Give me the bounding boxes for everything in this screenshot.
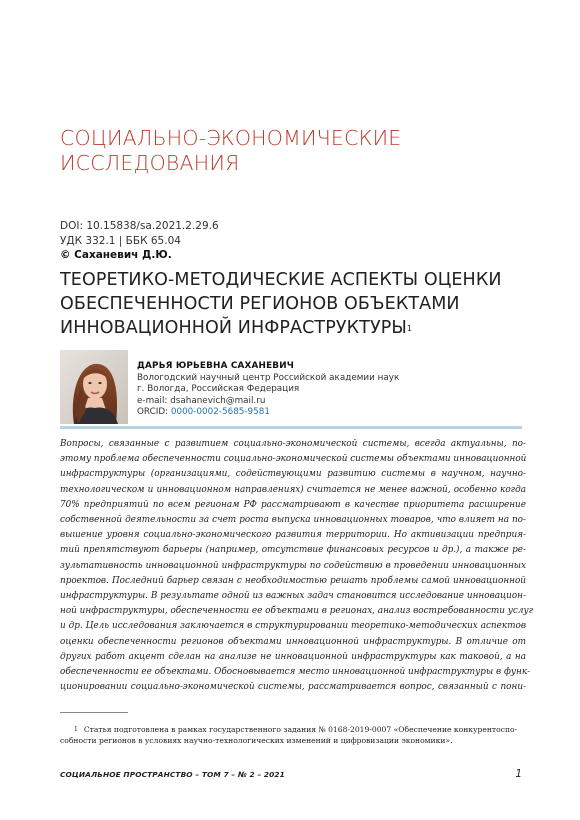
abstract-line: обеспеченности ее объектами. Обосновывается место инновационной инфраструктуры в функ- (60, 667, 531, 678)
footnote-reference[interactable]: 1 (406, 324, 413, 333)
abstract-line: этому проблема обеспеченности социально-экономической системы объектами инновационной (60, 454, 527, 465)
abstract-line: вышение уровня социально-экономического развития территории. Но активизации предприя- (60, 530, 526, 541)
abstract-line: ной инфраструктуры, обеспеченности ее объектами в регионах, анализ востребованности услуг (60, 606, 534, 617)
author-affiliation: Вологодский научный центр Российской академии наук (137, 372, 400, 383)
author-portrait-icon (60, 350, 128, 424)
article-title-line: ОБЕСПЕЧЕННОСТИ РЕГИОНОВ ОБЪЕКТАМИ (60, 294, 460, 314)
abstract-line: тий препятствуют барьеры (например, отсутствие финансовых ресурсов и др.), а также ре- (60, 545, 526, 556)
section-heading-line: ИССЛЕДОВАНИЯ (60, 151, 240, 175)
footnote (60, 724, 522, 746)
abstract-line: Вопросы, связанные с развитием социально-экономической системы, всегда актуальны, по- (60, 439, 526, 449)
article-title (60, 268, 530, 340)
author-address: г. Вологда, Российская Федерация (137, 384, 300, 394)
udk-bbk-codes: УДК 332.1 | ББК 65.04 (60, 234, 181, 247)
footnote-line: собности регионов в условиях научно-технологических изменений и цифровизации экономики». (60, 736, 453, 745)
article-title-line-text: ИННОВАЦИОННОЙ ИНФРАСТРУКТУРЫ (60, 318, 407, 338)
doi-link[interactable]: DOI: 10.15838/sa.2021.2.29.6 (60, 220, 219, 232)
copyright-line: © Саханевич Д.Ю. (60, 249, 172, 261)
abstract-line: технологическом и инновационном направлениях) считается не менее важной, особенно когда (60, 484, 526, 495)
orcid-label: ORCID: (137, 407, 171, 417)
abstract-line: инфраструктуры (организациями, содействующими развитию системы в научном, научно- (60, 469, 526, 480)
abstract-line: 70% предприятий по всем регионам РФ рассматривают в качестве приоритета расширение (60, 499, 526, 510)
abstract-line: собственной деятельности за счет роста выпуска инновационных товаров, что влияет на по- (60, 515, 526, 526)
abstract-line: ционировании социально-экономической системы, рассматривается вопрос, связанный с пони- (60, 682, 526, 693)
journal-running-title: СОЦИАЛЬНОЕ ПРОСТРАНСТВО – ТОМ 7 – № 2 – 2021 (60, 770, 285, 779)
abstract-line: других работ акцент сделан на анализе не инновационной инфраструктуры как таковой, а на (60, 651, 526, 662)
section-heading (60, 126, 530, 176)
abstract (60, 437, 534, 695)
footnote-text: Статья подготовлена в рамках государственного задания № 0168-2019-0007 «Обеспечение конкурентоспо- (83, 725, 518, 734)
author-name: ДАРЬЯ ЮРЬЕВНА САХАНЕВИЧ (137, 361, 295, 371)
author-block (137, 361, 399, 419)
abstract-line: проектов. Последний барьер связан с необходимостью решать проблемы самой инновационной (60, 575, 526, 586)
header-divider (60, 426, 522, 429)
footnote-line (60, 724, 522, 735)
page-footer (60, 768, 522, 782)
abstract-line: инфраструктуры. В результате одной из важных задач становится исследование инновацион- (60, 591, 526, 602)
abstract-line: оценки обеспеченности регионов объектами инновационной инфраструктуры. В отличие от (60, 636, 526, 647)
author-email[interactable]: e-mail: dsahanevich@mail.ru (137, 395, 266, 406)
orcid-link[interactable]: 0000-0002-5685-9581 (170, 407, 270, 417)
author-orcid (137, 407, 399, 419)
abstract-line: зультативность инновационной инфраструктуры по содействию в проведении инновационных (60, 560, 526, 571)
article-metadata (60, 219, 219, 263)
article-title-line: ТЕОРЕТИКО-МЕТОДИЧЕСКИЕ АСПЕКТЫ ОЦЕНКИ (60, 270, 502, 290)
author-photo (60, 350, 128, 424)
article-title-line (60, 316, 530, 340)
page-number: 1 (515, 768, 522, 780)
footnote-divider (60, 712, 128, 713)
abstract-line: и др. Цель исследования заключается в структурировании теоретико-методических аспектов (60, 621, 526, 632)
footnote-mark: 1 (74, 726, 78, 733)
section-heading-line: СОЦИАЛЬНО-ЭКОНОМИЧЕСКИЕ (60, 126, 402, 150)
